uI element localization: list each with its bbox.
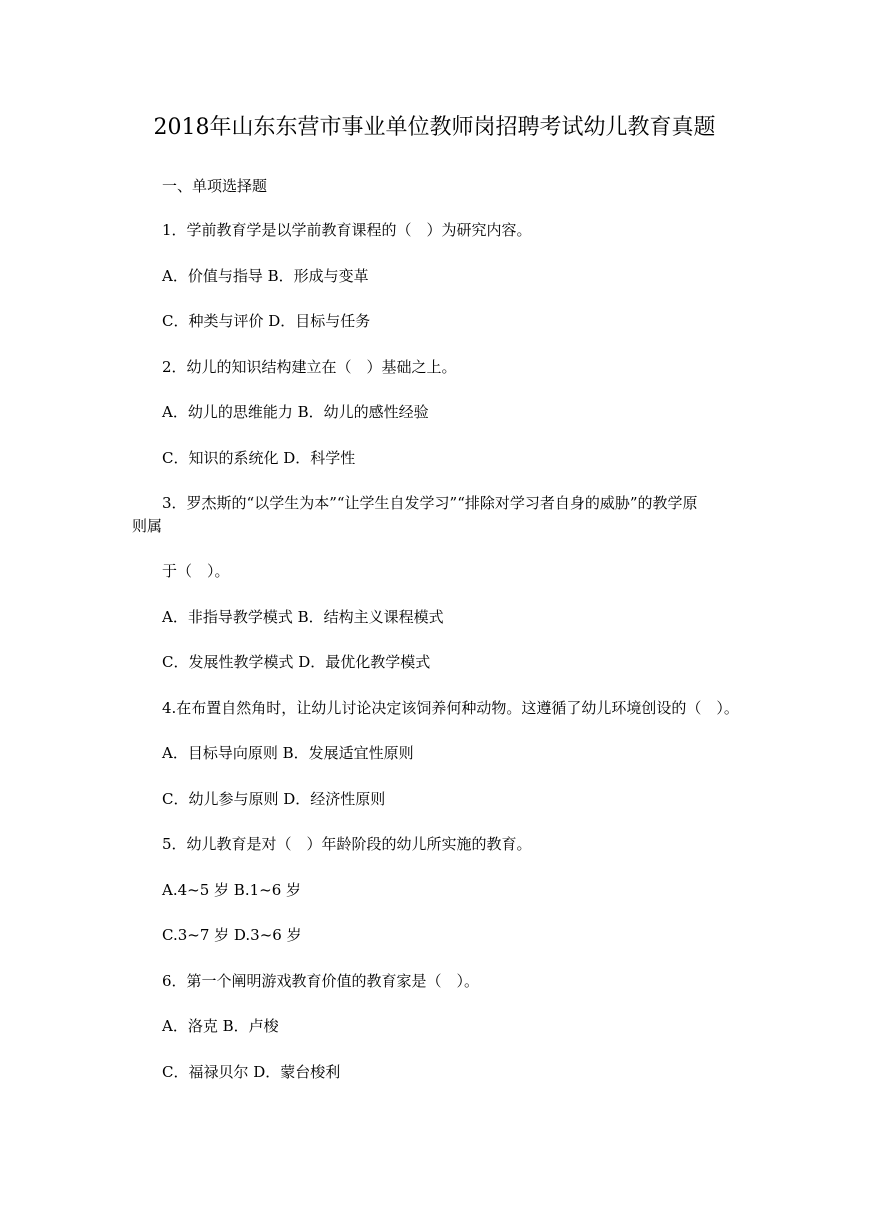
question-6-options-ab: A．洛克 B．卢梭: [162, 1017, 279, 1035]
question-4-options-cd: C．幼儿参与原则 D．经济性原则: [162, 790, 386, 808]
question-2-stem: 2．幼儿的知识结构建立在（ ）基础之上。: [162, 358, 457, 376]
question-2-options-ab: A．幼儿的思维能力 B．幼儿的感性经验: [162, 403, 429, 421]
question-6-options-cd: C．福禄贝尔 D．蒙台梭利: [162, 1063, 341, 1081]
question-4-options-ab: A．目标导向原则 B．发展适宜性原则: [162, 744, 414, 762]
section-heading: 一、单项选择题: [162, 177, 268, 195]
question-3-stem: 3．罗杰斯的“以学生为本”“让学生自发学习”“排除对学习者自身的威胁”的教学原: [162, 494, 698, 512]
question-3-stem-continued: 则属: [132, 517, 163, 535]
question-6-stem: 6．第一个阐明游戏教育价值的教育家是（ ）。: [162, 972, 480, 990]
question-2-options-cd: C．知识的系统化 D．科学性: [162, 449, 356, 467]
question-3-options-cd: C．发展性教学模式 D．最优化教学模式: [162, 653, 431, 671]
question-1-options-cd: C．种类与评价 D．目标与任务: [162, 312, 371, 330]
question-5-stem: 5．幼儿教育是对（ ）年龄阶段的幼儿所实施的教育。: [162, 835, 532, 853]
question-5-options-ab: A.4~5 岁 B.1~6 岁: [162, 881, 302, 899]
question-1-stem: 1．学前教育学是以学前教育课程的（ ）为研究内容。: [162, 221, 532, 239]
question-1-options-ab: A．价值与指导 B．形成与变革: [162, 267, 369, 285]
question-5-options-cd: C.3~7 岁 D.3~6 岁: [162, 926, 302, 944]
question-3-options-ab: A．非指导教学模式 B．结构主义课程模式: [162, 608, 444, 626]
question-4-stem: 4.在布置自然角时，让幼儿讨论决定该饲养何种动物。这遵循了幼儿环境创设的（ ）。: [162, 699, 739, 717]
question-3-stem-continued-2: 于（ ）。: [162, 562, 230, 580]
page-title: 2018年山东东营市事业单位教师岗招聘考试幼儿教育真题: [153, 115, 716, 140]
